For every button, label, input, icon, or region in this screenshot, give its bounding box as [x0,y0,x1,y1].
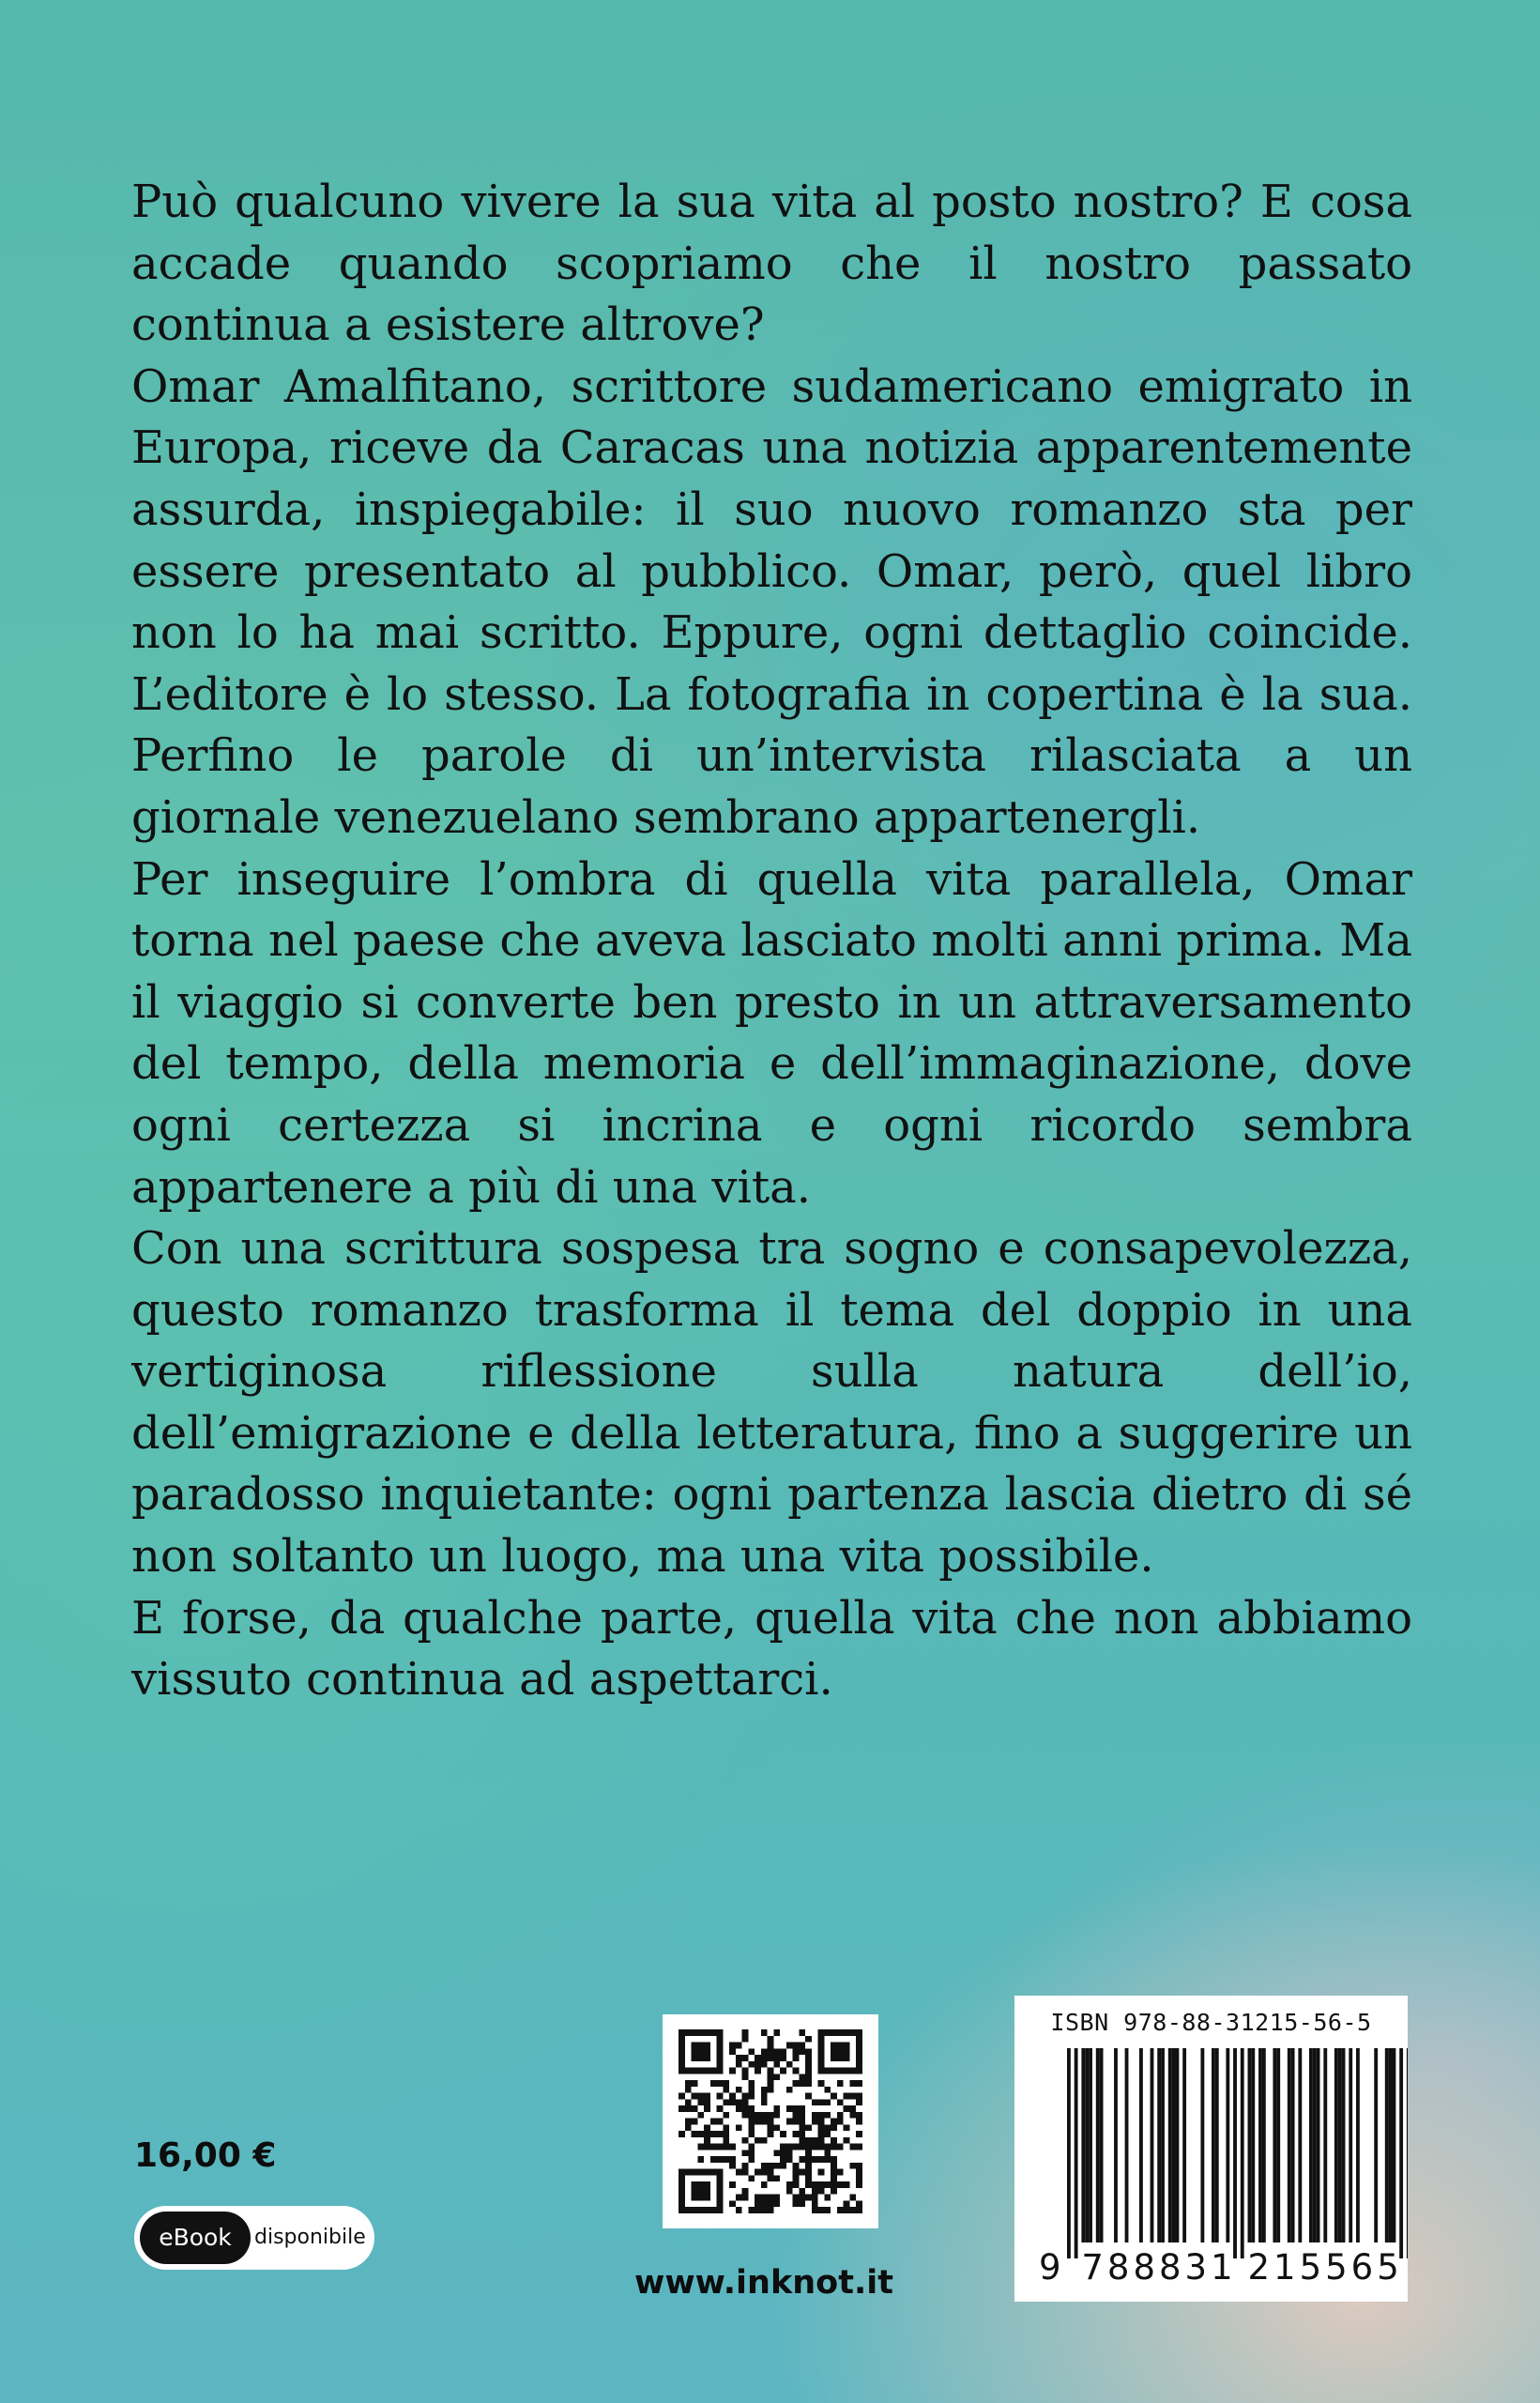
barcode-bar [1338,2048,1342,2242]
barcode-bar [1075,2048,1078,2258]
ean-digit-first: 9 [1039,2247,1061,2288]
barcode-bar [1168,2048,1172,2242]
isbn-barcode [1014,1996,1408,2302]
barcode-bar [1356,2048,1360,2242]
barcode-bar [1161,2048,1165,2242]
ebook-pill: eBook [140,2212,251,2264]
barcode-bar [1215,2048,1219,2242]
isbn-label: ISBN 978-88-31215-56-5 [1050,2009,1372,2036]
barcode-bar [1334,2048,1338,2242]
ean-digits-right: 215565 [1247,2247,1403,2288]
blurb-paragraph-2: Omar Amalfitano, scrittore sudamericano emigrato in Europa, riceve da Caracas una notizia apparentemente assurda, inspiegabile: il suo nuovo romanzo sta per essere presentato al pubblico. Omar, però, quel libro non lo ha mai scritto. Eppure, ogni dettaglio coincide. L’editore è lo stesso. La fotografia in copertina è la sua. Perfino le parole di un’intervista rilasciata a un giornale venezuelano sembrano appartenergli. [131,360,1412,844]
ebook-available-label: disponibile [254,2226,366,2249]
barcode-bar [1172,2048,1176,2242]
barcode-bar [1262,2048,1266,2242]
barcode-bar [1151,2048,1154,2242]
barcode-bar [1288,2048,1291,2242]
barcode-bar [1276,2048,1280,2242]
barcode-bar [1248,2048,1252,2242]
qr-code-graphic [679,2029,862,2213]
barcode-bar [1317,2048,1320,2242]
barcode-bar [1067,2048,1071,2258]
barcode-bar [1233,2048,1237,2258]
barcode-bar [1226,2048,1229,2242]
barcode-bar [1385,2048,1389,2242]
barcode-bar [1374,2048,1378,2242]
barcode-bar [1399,2048,1403,2258]
barcode-bar [1125,2048,1129,2242]
barcode-bar [1100,2048,1104,2242]
barcode-bar [1291,2048,1295,2242]
barcode-bar [1157,2048,1161,2242]
barcode-bar [1096,2048,1100,2242]
barcode-bar [1081,2048,1085,2242]
blurb-paragraph-5: E forse, da qualche parte, quella vita che non abbiamo vissuto continua ad aspettarci. [131,1591,1412,1707]
barcode-bar [1089,2048,1092,2242]
barcode-bar [1258,2048,1262,2242]
barcode-bar [1273,2048,1276,2242]
ean-digits [1014,2247,1408,2294]
blurb-paragraph-4: Con una scrittura sospesa tra sogno e consapevolezza, questo romanzo trasforma il tema del doppio in una vertiginosa riflessione sulla natura dell’io, dell’emigrazione e della letteratura, fino a suggerire un paradosso inquietante: ogni partenza lascia dietro di sé non soltanto un luogo, ma una vita possibile. [131,1222,1412,1584]
barcode-bar [1389,2048,1393,2242]
barcode-bar [1176,2048,1180,2242]
barcode-bar [1200,2048,1204,2242]
ean-digits-left: 788831 [1081,2247,1237,2288]
barcode-bar [1309,2048,1313,2242]
blurb-text [131,172,1412,1711]
barcode-bar [1298,2048,1302,2242]
blurb-paragraph-3: Per inseguire l’ombra di quella vita parallela, Omar torna nel paese che aveva lasciato molti anni prima. Ma il viaggio si converte ben presto in un attraversamento del tempo, della memoria e dell’immaginazione, dove ogni certezza si incrina e ogni ricordo sembra appartenere a più di una vita. [131,852,1412,1214]
barcode-bar [1212,2048,1215,2242]
barcode-bar [1407,2048,1408,2258]
ebook-available-badge [134,2206,374,2270]
barcode-bar [1085,2048,1089,2242]
barcode-bar [1313,2048,1317,2242]
barcode-bar [1393,2048,1396,2242]
barcode-bar [1241,2048,1244,2258]
barcode-bar [1349,2048,1352,2242]
price-label: 16,00 € [134,2136,277,2175]
qr-code-icon[interactable] [663,2014,878,2228]
website-link[interactable]: www.inknot.it [634,2264,893,2302]
barcode-bar [1114,2048,1118,2242]
barcode-bar [1251,2048,1255,2242]
barcode-bar [1342,2048,1346,2242]
barcode-bar [1139,2048,1143,2242]
barcode-bar [1323,2048,1327,2242]
blurb-paragraph-1: Può qualcuno vivere la sua vita al posto nostro? E cosa accade quando scopriamo che il nostro passato continua a esistere altrove? [131,176,1412,352]
barcode-bar [1182,2048,1186,2242]
